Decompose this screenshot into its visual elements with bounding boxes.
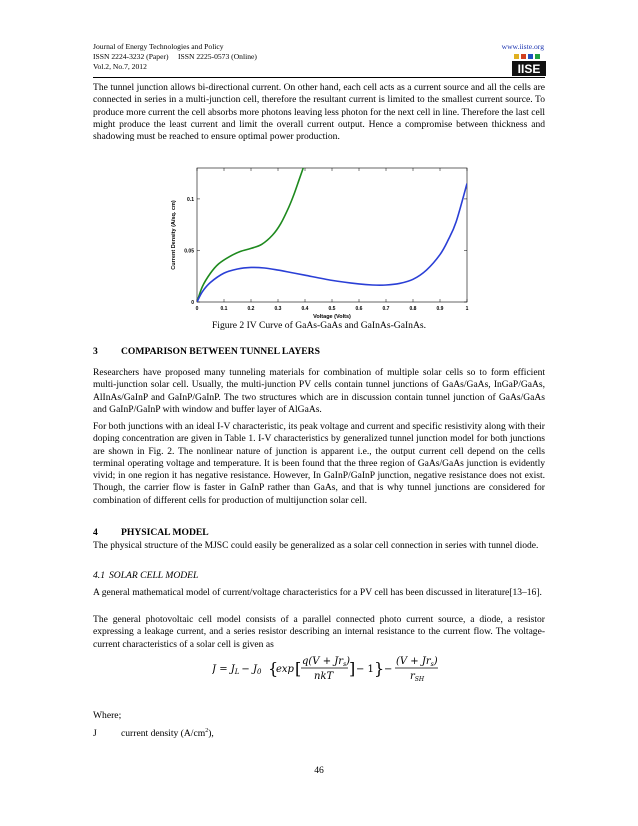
subsection-number: 4.1 [93, 570, 105, 581]
section-3-paragraph-1: Researchers have proposed many tunneling materials for combination of multiple solar cells so to form efficient multi-junction solar cell. Usually, the multi-junction PV cells contain tunnel junctions of GaAs/GaAs, InGaP/GaAs, AlInAs/GaInP and GaInP/GaInP. The two structures which are in discussion contain tunnel junction of GaAs/GaAs and GaInP/GaInP with window and buffer layer of AlGaAs. [93, 367, 545, 415]
logo-text: IISE [517, 62, 541, 76]
x-tick-label: 0 [195, 306, 199, 312]
svg-text:(V + Jrs): $(V + Jr_s)$ [396, 656, 438, 668]
section-3-paragraph-2: For both junctions with an ideal I-V characteristic, its peak voltage and current and specific resistivity along with their doping concentration are given in Table 1. I-V characteristics by generalized tunnel junction model for both junctions are shown in Fig. 2. The nonlinear nature of junction is apparent i.e., the output current cell depend on the cells terminal operating voltage and temperature. It is been found that the three region of GaAs/GaAs junction is evidently vivid; in one region it has negative resistance. However, In GaInP/GaInP junction, negative resistance does not exist. Though, the carrier flow is faster in GaInP rather than GaAs, and that is why tunnel junctions are considered for combination of different cells for production of multijunction solar cell. [93, 421, 545, 506]
y-tick-label: 0.1 [187, 196, 194, 203]
svg-text:−: − [384, 664, 393, 675]
figure-caption: Figure 2 IV Curve of GaAs-GaAs and GaInAs-GaInAs. [211, 320, 427, 331]
svg-text:[: [ [295, 659, 302, 678]
x-tick-label: 0.5 [328, 306, 336, 312]
x-tick-label: 0.3 [274, 306, 282, 312]
iv-curve-chart [165, 162, 475, 322]
x-tick-label: 0.8 [409, 306, 417, 312]
svg-text:{: { [268, 659, 279, 678]
svg-text:− 1: − 1 [356, 664, 374, 675]
intro-paragraph: The tunnel junction allows bi-directional current. On other hand, each cell acts as a current source and all the cells are connected in series in a multi-junction cell, therefore the resultant current is limited to the smallest current source. To produce more current the cell absorbs more photons leaving less photon for the next cell in line. Therefore the last cell might produce the least current and limit the overall current output. Hence a compromise between thickness and shadowing must be reached to ensure optimal power production. [93, 82, 545, 143]
x-tick-label: 0.9 [436, 306, 444, 312]
svg-text:rSH: $r_{SH}$ [410, 671, 425, 683]
page-number: 46 [314, 765, 324, 776]
svg-text:exp: exp [276, 664, 294, 675]
plot-frame [197, 168, 467, 302]
definition-current-density: J current density $(A/cm^2)$, [93, 728, 214, 740]
x-tick-label: 0.7 [382, 306, 390, 312]
section-3-title: COMPARISON BETWEEN TUNNEL LAYERS [121, 346, 320, 357]
svg-text:q(V + Jrs): $q(V + Jr_s)$ [302, 656, 351, 668]
section-3-heading [93, 346, 320, 357]
section-4-paragraph-3: The general photovoltaic cell model consists of a parallel connected photo current source, a diode, a resistor expressing a leakage current, and a series resistor describing an internal resistance to the current flow. The voltage- current characteristics of a solar cell is given as [93, 614, 545, 650]
x-axis-label: Voltage (Volts) [313, 314, 351, 320]
y-tick-label: 0 [191, 300, 194, 306]
where-label: Where; [93, 710, 122, 721]
journal-issn: ISSN 2224-3232 (Paper) ISSN 2225-0573 (Online) [93, 52, 257, 61]
svg-text:nkT: nkT [314, 671, 334, 682]
header-rule [93, 77, 545, 78]
svg-text:J = JL− J0: $J = J_L - J_0$ [212, 664, 262, 676]
subsection-4-1-heading [93, 570, 198, 581]
journal-volume: Vol.2, No.7, 2012 [93, 62, 147, 71]
journal-header [93, 42, 257, 72]
section-4-paragraph-2: A general mathematical model of current/voltage characteristics for a PV cell has been discussed in literature[13–16]. [93, 587, 542, 598]
section-4-heading [93, 527, 209, 538]
solar-cell-equation [212, 652, 442, 684]
journal-name: Journal of Energy Technologies and Policy [93, 42, 224, 51]
svg-text:]: ] [349, 659, 356, 678]
y-axis-label: Current Density (A/sq. cm) [171, 200, 177, 270]
section-4-number: 4 [93, 527, 98, 538]
x-tick-label: 1 [465, 306, 469, 312]
section-3-number: 3 [93, 346, 98, 357]
symbol-j: J [93, 728, 97, 740]
x-tick-label: 0.2 [247, 306, 255, 312]
section-4-title: PHYSICAL MODEL [121, 527, 209, 538]
x-tick-label: 0.6 [355, 306, 363, 312]
section-4-paragraph-1: The physical structure of the MJSC could easily be generalized as a solar cell connection in series with tunnel diode. [93, 540, 539, 551]
subsection-title: SOLAR CELL MODEL [109, 570, 199, 581]
svg-text:}: } [374, 659, 385, 678]
iiste-logo [512, 53, 546, 77]
x-tick-label: 0.4 [301, 306, 309, 312]
x-tick-label: 0.1 [220, 306, 228, 312]
journal-website[interactable]: www.iiste.org [501, 42, 544, 51]
y-tick-label: 0.05 [184, 248, 194, 255]
